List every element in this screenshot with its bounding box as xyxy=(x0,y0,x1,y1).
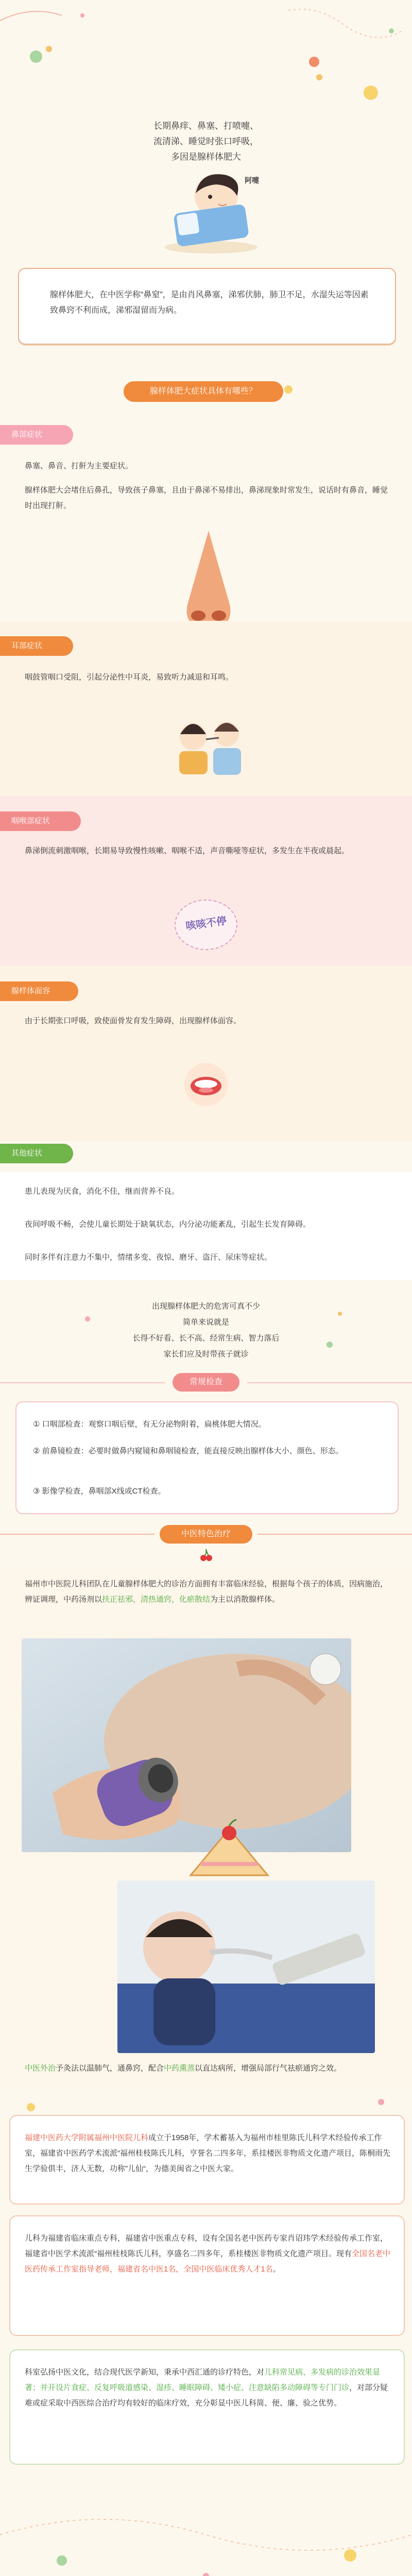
section-tag-ear xyxy=(0,636,73,656)
intro-card xyxy=(18,268,396,345)
hospital-paragraph-3-highlight: 儿科常见病、多发病的诊治效果显著；并开设片食症、反复呼吸道感染、湿疹、睡眠障碍、矮小症、注意缺陷多动障碍等专门门诊 xyxy=(25,2368,381,2392)
other-paragraph-3: 同时多伴有注意力不集中，情绪多变、夜惊、磨牙、盗汗、尿床等症状。 xyxy=(25,1253,272,1262)
other-paragraph-1: 患儿表现为厌食，消化不佳，继而营养不良。 xyxy=(25,1187,180,1196)
tcm-title-pill xyxy=(160,1525,252,1544)
hospital-name: 福建中医药大学附属福州中医院儿科 xyxy=(25,2133,149,2142)
pill-dot xyxy=(284,385,293,394)
throat-section xyxy=(0,796,412,966)
reminder-line: 简单来说就是 xyxy=(182,1318,229,1327)
header-decoration xyxy=(0,0,412,108)
coughing-sticker xyxy=(173,896,239,953)
nasal-paragraph-1: 鼻塞、鼻音、打鼾为主要症状。 xyxy=(25,462,133,470)
other-paragraph-2: 夜间呼吸不畅，会使儿童长期处于缺氧状态，内分泌功能紊乱，引起生长发育障碍。 xyxy=(25,1220,311,1229)
section-tag-label: 其他症状 xyxy=(11,1149,43,1158)
tcm-caption xyxy=(25,2061,390,2076)
tcm-caption-highlight: 中医外治 xyxy=(25,2064,56,2073)
cherry-icon xyxy=(200,1548,212,1562)
tcm-paragraph-end: 为主以消散腺样体。 xyxy=(210,1595,280,1604)
section-tag-other xyxy=(0,1144,73,1163)
symptom-question-pill xyxy=(124,381,283,402)
hospital-paragraph-3-end: ，对部分疑难或症采取中西医综合治疗均有较好的临床疗效，充分彰显中医儿科简、便、廉、验之优势。 xyxy=(25,2383,388,2408)
exam-box xyxy=(15,1401,399,1514)
tcm-highlight: 扶正祛邪，清热通窍，化瘀散结 xyxy=(102,1595,211,1604)
tcm-content xyxy=(0,1566,412,2087)
hospital-paragraph-2-text: 儿科为福建省临床重点专科，福建省中医重点专科，设有全国名老中医药专家肖诏玮学术经验传承工作室，福建省中医学术流派“福州桂枝陈氏儿科，享盛名二四多年，系桂楼医非物质文化遗产项目。现有 xyxy=(25,2234,388,2258)
hospital-paragraph-1 xyxy=(25,2130,390,2177)
fumigation-photo xyxy=(117,1880,375,2053)
throat-paragraph-1: 鼻涕倒流刺激咽喉，长期易导致慢性咳嗽、咽喉不适，声音嘶哑等症状，多发生在半夜或晨起。 xyxy=(25,846,350,855)
ear-paragraph-1: 咽鼓管咽口受阻，引起分泌性中耳炎，易致听力减退和耳鸣。 xyxy=(25,673,234,682)
tcm-paragraph xyxy=(25,1577,390,1607)
face-paragraph-1: 由于长期张口呼吸，致使面骨发育发生障碍，出现腺样体面容。 xyxy=(25,1016,242,1025)
cake-sticker xyxy=(185,1819,273,1880)
open-mouth-illustration xyxy=(178,1061,234,1108)
face-section xyxy=(0,966,412,1141)
sneezing-child-illustration xyxy=(154,165,268,258)
intro-line: 长期鼻痒、鼻塞、打喷嚏、 xyxy=(153,121,259,131)
tcm-caption-highlight-2: 中药熏蒸 xyxy=(164,2064,195,2073)
reminder-line: 长得不好看、长不高、经常生病、智力落后 xyxy=(132,1334,280,1343)
reminder-decoration xyxy=(0,1298,412,1365)
section-tag-nasal xyxy=(0,425,73,445)
tcm-paragraph-text: 福州市中医院儿科团队在儿童腺样体肥大的诊治方面拥有丰富临床经验，根据每个孩子的体质，因病施治，辨证调理，中药汤剂以 xyxy=(25,1580,388,1604)
other-section xyxy=(0,1133,412,1288)
section-tag-throat xyxy=(0,811,81,831)
exam-item: ② 前鼻镜检查：必要时做鼻内窥镜和鼻咽镜检查，能直接反映出腺样体大小、颜色、形态。 xyxy=(33,1447,344,1455)
sneeze-mark: 阿嚏 xyxy=(245,176,259,184)
intro-line: 多因是腺样体肥大 xyxy=(171,152,241,162)
nasal-paragraph-2: 腺样体肥大会堵住后鼻孔，导致孩子鼻塞，且由于鼻涕不易排出，鼻涕现象时常发生，说话时有鼻音，睡觉时出现打鼾。 xyxy=(25,486,388,510)
reminder-line: 出现腺样体肥大的危害可真不少 xyxy=(151,1302,260,1311)
hospital-box-2 xyxy=(9,2215,405,2336)
exam-title: 常规检查 xyxy=(189,1378,222,1386)
symptom-question-text: 腺样体肥大症状具体有哪些？ xyxy=(149,387,257,396)
hospital-paragraph-2-end: 。 xyxy=(272,2265,281,2274)
section-tag-label: 咽喉部症状 xyxy=(11,817,50,825)
hospital-paragraph-2-highlight: 全国名老中医药传承工作室指导老师，福建省名中医1名，全国中医临床优秀人才1名 xyxy=(25,2249,391,2274)
exam-item: ① 口咽部检查：观察口咽后壁，有无分泌物附着，扁桃体肥大情况。 xyxy=(33,1420,266,1429)
section-tag-label: 鼻部症状 xyxy=(11,430,43,439)
intro-lines xyxy=(0,118,412,165)
hospital-paragraph-3 xyxy=(25,2365,390,2411)
ear-section xyxy=(0,621,412,796)
exam-item: ③ 影像学检查，鼻咽部X线或CT检查。 xyxy=(33,1487,166,1496)
tcm-title: 中医特色治疗 xyxy=(181,1530,231,1538)
section-tag-label: 耳部症状 xyxy=(11,641,43,650)
section-tag-label: 腺样体面容 xyxy=(11,987,50,995)
footer-decoration xyxy=(0,2473,412,2576)
intro-line: 流清涕、睡觉时张口呼吸， xyxy=(153,137,259,146)
section-tag-face xyxy=(0,981,78,1001)
hospital-paragraph-2 xyxy=(25,2231,390,2277)
exam-divider-right xyxy=(247,1382,412,1383)
exam-title-pill xyxy=(173,1373,239,1392)
tcm-caption-end: 以直达病所，增强局部行气祛瘀通窍之效。 xyxy=(195,2064,342,2073)
sticker-text: 咳咳不停 xyxy=(185,915,228,933)
reminder-line: 家长们应及时带孩子就诊 xyxy=(163,1350,249,1359)
hospital-paragraph-3-text: 科室弘扬中医文化，结合现代医学新知，秉承中西汇通的诊疗特色，对 xyxy=(25,2368,265,2377)
hospital-box-3 xyxy=(9,2349,405,2465)
doctor-examining-ear-illustration xyxy=(170,711,247,778)
intro-paragraph: 腺样体肥大，在中医学称“鼻窒”，是由肖风鼻塞，涕邪伏肺，肺卫不足，水湿失运等因素致鼻窍不利而成，涕邪湿留而为病。 xyxy=(50,291,369,315)
tcm-caption-text: 予灸法以温肺气，通鼻窍，配合 xyxy=(56,2064,164,2073)
exam-divider-left xyxy=(0,1382,165,1383)
hospital-box-1 xyxy=(9,2115,405,2205)
tcm-divider-right xyxy=(258,1534,412,1535)
hospital-paragraph-1-text: 成立于1958年，学术蓄基入为福州市桂里陈氏儿科学术经验传承工作室，福建省中医药学术流派“福州桂枝陈氏儿科，亨誉名二四多年，系挂楼医非物质文化遗产项目，陈桐雨先生学验俱丰，济人无数，功称”儿仙“，为德美闽省之中医大家。 xyxy=(25,2133,391,2173)
tcm-divider-left xyxy=(0,1534,154,1535)
